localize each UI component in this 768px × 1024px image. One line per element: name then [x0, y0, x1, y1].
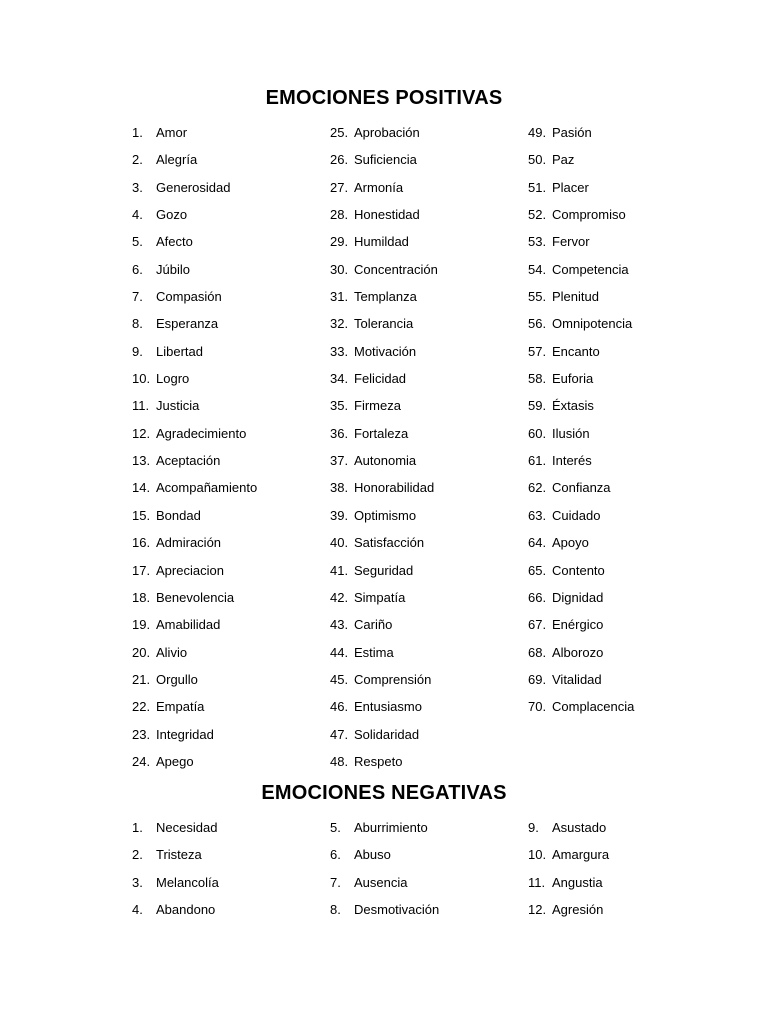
list-item-emotion: Júbilo: [156, 261, 190, 277]
list-item-emotion: Logro: [156, 371, 190, 387]
list-item-emotion: Euforia: [552, 371, 594, 387]
list-item-number: 9.: [528, 820, 539, 835]
negative-emotions-title: EMOCIONES NEGATIVAS: [261, 782, 507, 804]
list-item-number: 33.: [330, 343, 349, 359]
list-item-number: 38.: [330, 480, 349, 496]
list-item-emotion: Benevolencia: [156, 589, 235, 605]
list-item-emotion: Respeto: [354, 753, 403, 769]
list-item-emotion: Encanto: [552, 343, 600, 359]
list-item-emotion: Vitalidad: [552, 671, 602, 687]
list-item-emotion: Pasión: [552, 125, 592, 140]
list-item-emotion: Cariño: [354, 617, 393, 633]
positive-emotions-title: EMOCIONES POSITIVAS: [265, 87, 503, 109]
list-item-emotion: Apego: [156, 753, 194, 769]
list-item-number: 70.: [528, 699, 547, 715]
list-item-emotion: Cuidado: [552, 507, 601, 523]
list-item-number: 63.: [528, 507, 547, 523]
list-item-number: 14.: [132, 480, 151, 496]
list-item-number: 8.: [330, 902, 341, 918]
list-item-number: 15.: [132, 507, 151, 523]
list-item-number: 31.: [330, 289, 349, 305]
list-item-number: 37.: [330, 453, 349, 469]
list-item-emotion: Asustado: [552, 820, 607, 835]
list-item-number: 51.: [528, 179, 547, 195]
list-item-emotion: Integridad: [156, 726, 214, 742]
list-item-emotion: Paz: [552, 152, 575, 168]
list-item-emotion: Éxtasis: [552, 398, 594, 414]
list-item-number: 49.: [528, 125, 547, 140]
list-item-emotion: Contento: [552, 562, 605, 578]
list-item-emotion: Tolerancia: [354, 316, 414, 332]
list-item-number: 1.: [132, 125, 143, 140]
list-item-emotion: Angustia: [552, 874, 603, 890]
list-item-number: 27.: [330, 179, 349, 195]
list-item-emotion: Aprobación: [354, 125, 420, 140]
list-item-number: 67.: [528, 617, 547, 633]
list-item-number: 2.: [132, 847, 143, 863]
list-item-number: 23.: [132, 726, 151, 742]
list-item-emotion: Fortaleza: [354, 425, 409, 441]
list-item-emotion: Bondad: [156, 507, 201, 523]
list-item-emotion: Desmotivación: [354, 902, 440, 918]
list-item-number: 26.: [330, 152, 349, 168]
list-item-emotion: Satisfacción: [354, 535, 425, 551]
list-item-emotion: Templanza: [354, 289, 417, 305]
list-item-number: 2.: [132, 152, 143, 168]
list-item-emotion: Alegría: [156, 152, 198, 168]
list-item-emotion: Apoyo: [552, 535, 589, 551]
list-item-emotion: Placer: [552, 179, 589, 195]
list-item-number: 40.: [330, 535, 349, 551]
list-item-number: 50.: [528, 152, 547, 168]
list-item-number: 24.: [132, 753, 151, 769]
list-item-emotion: Orgullo: [156, 671, 198, 687]
list-item-number: 64.: [528, 535, 547, 551]
list-item-emotion: Motivación: [354, 343, 417, 359]
list-item-number: 5.: [132, 234, 143, 250]
list-item-number: 9.: [132, 343, 143, 359]
list-item-number: 5.: [330, 820, 341, 835]
list-item-emotion: Honestidad: [354, 207, 420, 223]
list-item-number: 28.: [330, 207, 349, 223]
list-item-emotion: Entusiasmo: [354, 699, 422, 715]
list-item-number: 48.: [330, 753, 349, 769]
list-item-number: 34.: [330, 371, 349, 387]
list-item-emotion: Optimismo: [354, 507, 417, 523]
list-item-emotion: Amabilidad: [156, 617, 221, 633]
list-item-number: 1.: [132, 820, 143, 835]
list-item-number: 45.: [330, 671, 349, 687]
list-item-emotion: Dignidad: [552, 589, 604, 605]
list-item-number: 52.: [528, 207, 547, 223]
list-item-emotion: Amargura: [552, 847, 610, 863]
list-item-number: 62.: [528, 480, 547, 496]
list-item-emotion: Abuso: [354, 847, 391, 863]
list-item-number: 58.: [528, 371, 547, 387]
list-item-number: 10.: [132, 371, 151, 387]
list-item-emotion: Solidaridad: [354, 726, 420, 742]
list-item-emotion: Suficiencia: [354, 152, 417, 168]
list-item-number: 29.: [330, 234, 349, 250]
list-item-number: 13.: [132, 453, 151, 469]
list-item-number: 69.: [528, 671, 547, 687]
list-item-number: 22.: [132, 699, 151, 715]
list-item-emotion: Enérgico: [552, 617, 604, 633]
list-item-emotion: Aburrimiento: [354, 820, 428, 835]
list-item-number: 4.: [132, 902, 143, 918]
list-item-number: 11.: [528, 874, 546, 890]
list-item-emotion: Generosidad: [156, 179, 231, 195]
list-item-emotion: Firmeza: [354, 398, 401, 414]
list-item-emotion: Ilusión: [552, 425, 590, 441]
list-item-emotion: Apreciacion: [156, 562, 224, 578]
list-item-number: 6.: [132, 261, 143, 277]
list-item-emotion: Amor: [156, 125, 188, 140]
list-item-number: 3.: [132, 179, 143, 195]
list-item-number: 12.: [528, 902, 547, 918]
list-item-number: 4.: [132, 207, 143, 223]
list-item-emotion: Agresión: [552, 902, 604, 918]
list-item-emotion: Compasión: [156, 289, 222, 305]
list-item-emotion: Seguridad: [354, 562, 414, 578]
list-item-emotion: Simpatía: [354, 589, 406, 605]
list-item-emotion: Concentración: [354, 261, 438, 277]
list-item-emotion: Necesidad: [156, 820, 218, 835]
list-item-number: 61.: [528, 453, 547, 469]
list-item-number: 41.: [330, 562, 349, 578]
list-item-emotion: Interés: [552, 453, 592, 469]
list-item-number: 39.: [330, 507, 349, 523]
list-item-emotion: Gozo: [156, 207, 188, 223]
list-item-emotion: Agradecimiento: [156, 425, 247, 441]
list-item-emotion: Justicia: [156, 398, 200, 414]
list-item-emotion: Honorabilidad: [354, 480, 435, 496]
list-item-number: 11.: [132, 398, 150, 414]
list-item-emotion: Admiración: [156, 535, 222, 551]
list-item-number: 43.: [330, 617, 349, 633]
list-item-emotion: Acompañamiento: [156, 480, 258, 496]
list-item-number: 18.: [132, 589, 151, 605]
list-item-emotion: Confianza: [552, 480, 611, 496]
list-item-number: 6.: [330, 847, 341, 863]
list-item-number: 3.: [132, 874, 143, 890]
list-item-emotion: Alborozo: [552, 644, 604, 660]
list-item-number: 46.: [330, 699, 349, 715]
list-item-number: 57.: [528, 343, 547, 359]
list-item-number: 53.: [528, 234, 547, 250]
list-item-emotion: Omnipotencia: [552, 316, 633, 332]
list-item-emotion: Estima: [354, 644, 394, 660]
list-item-number: 17.: [132, 562, 151, 578]
list-item-number: 8.: [132, 316, 143, 332]
list-item-number: 55.: [528, 289, 547, 305]
list-item-emotion: Melancolía: [156, 874, 219, 890]
list-item-emotion: Alivio: [156, 644, 188, 660]
list-item-number: 12.: [132, 425, 151, 441]
list-item-number: 36.: [330, 425, 349, 441]
list-item-emotion: Tristeza: [156, 847, 202, 863]
list-item-emotion: Fervor: [552, 234, 590, 250]
list-item-emotion: Empatía: [156, 699, 205, 715]
list-item-number: 44.: [330, 644, 349, 660]
list-item-emotion: Abandono: [156, 902, 216, 918]
list-item-number: 30.: [330, 261, 349, 277]
list-item-emotion: Libertad: [156, 343, 203, 359]
list-item-emotion: Comprensión: [354, 671, 432, 687]
list-item-emotion: Armonía: [354, 179, 404, 195]
list-item-number: 66.: [528, 589, 547, 605]
list-item-number: 42.: [330, 589, 349, 605]
list-item-emotion: Ausencia: [354, 874, 408, 890]
list-item-emotion: Felicidad: [354, 371, 407, 387]
list-item-number: 59.: [528, 398, 547, 414]
list-item-emotion: Humildad: [354, 234, 409, 250]
list-item-emotion: Complacencia: [552, 699, 635, 715]
list-item-number: 56.: [528, 316, 547, 332]
list-item-emotion: Esperanza: [156, 316, 219, 332]
list-item-emotion: Compromiso: [552, 207, 626, 223]
list-item-number: 19.: [132, 617, 151, 633]
list-item-number: 21.: [132, 671, 151, 687]
list-item-number: 32.: [330, 316, 349, 332]
list-item-number: 20.: [132, 644, 151, 660]
list-item-number: 7.: [330, 874, 341, 890]
list-item-number: 47.: [330, 726, 349, 742]
list-item-number: 60.: [528, 425, 547, 441]
list-item-number: 7.: [132, 289, 143, 305]
list-item-number: 65.: [528, 562, 547, 578]
list-item-emotion: Aceptación: [156, 453, 221, 469]
list-item-number: 25.: [330, 125, 349, 140]
list-item-number: 10.: [528, 847, 547, 863]
list-item-number: 68.: [528, 644, 547, 660]
list-item-emotion: Competencia: [552, 261, 629, 277]
list-item-number: 35.: [330, 398, 349, 414]
list-item-number: 54.: [528, 261, 547, 277]
list-item-number: 16.: [132, 535, 151, 551]
list-item-emotion: Plenitud: [552, 289, 599, 305]
list-item-emotion: Afecto: [156, 234, 193, 250]
list-item-emotion: Autonomia: [354, 453, 417, 469]
